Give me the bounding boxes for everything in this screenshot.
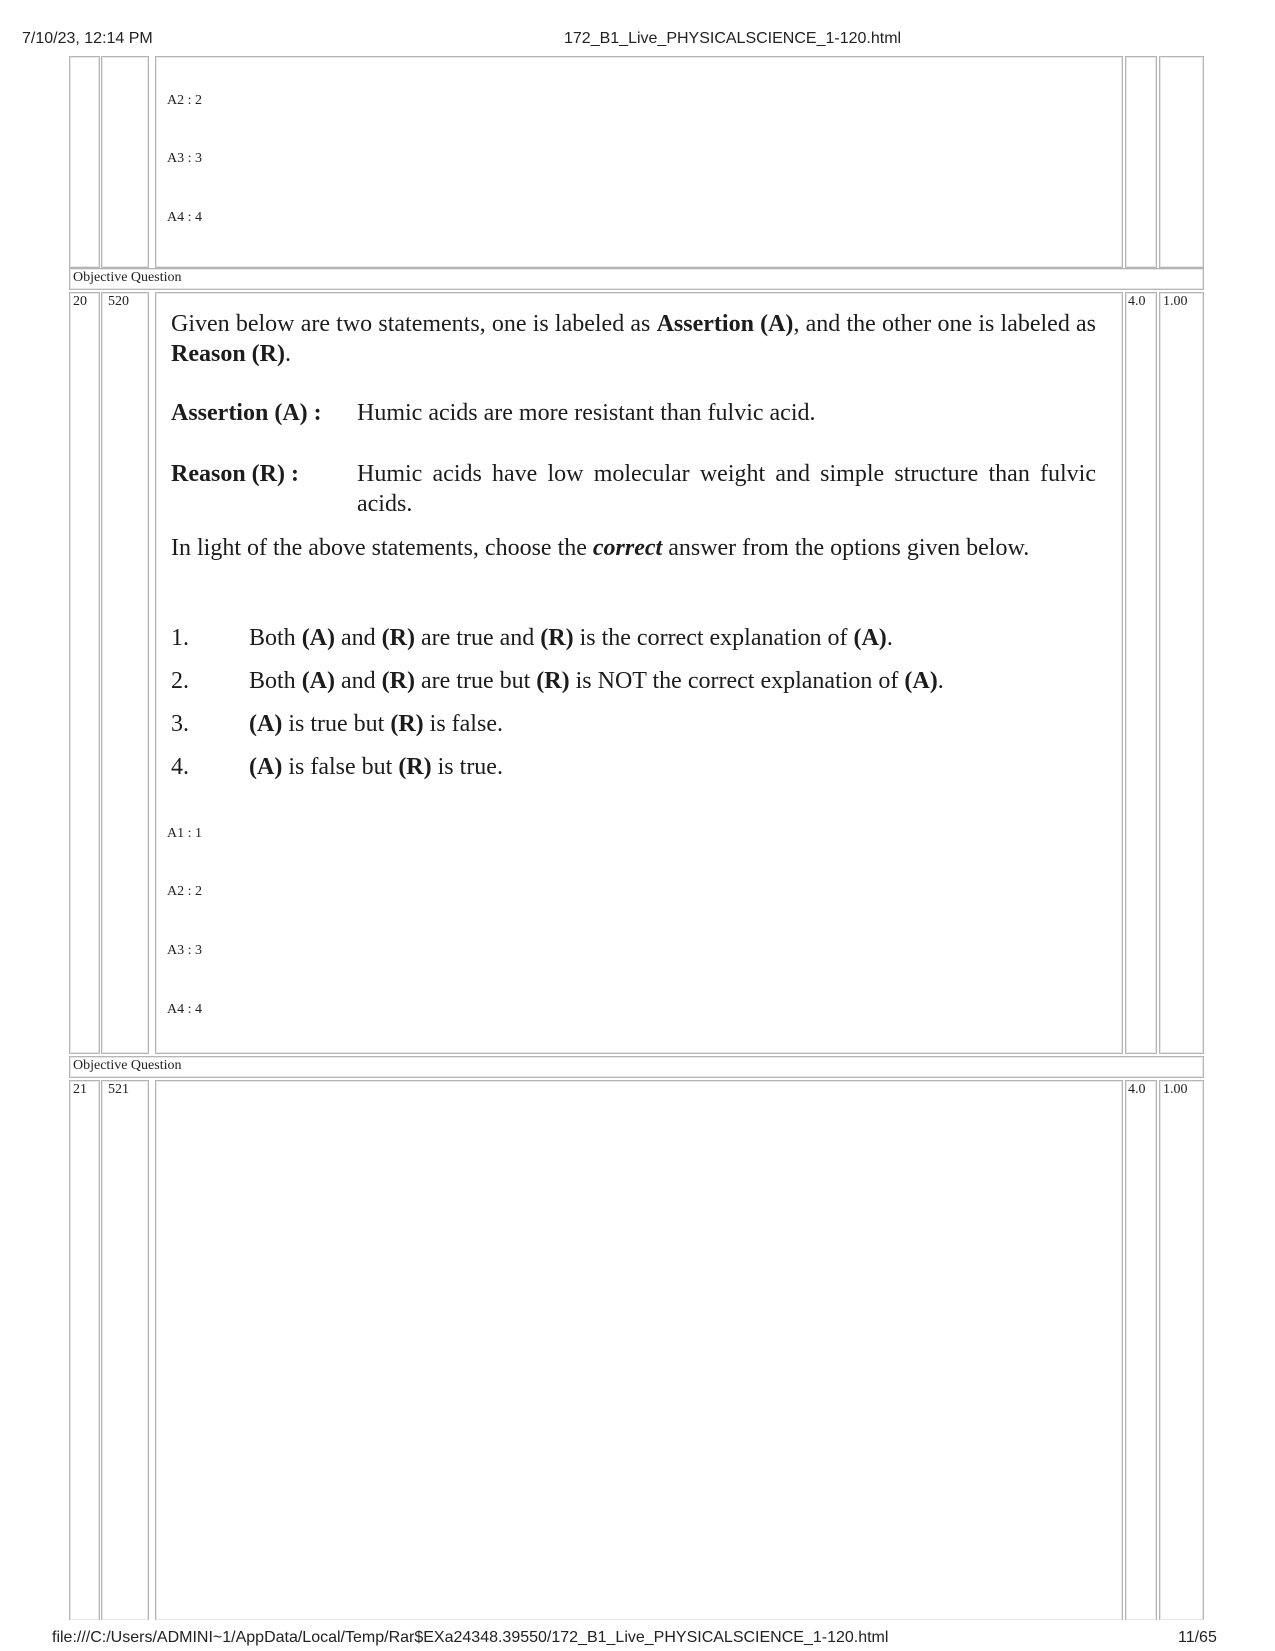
q20-marks: 4.0 xyxy=(1128,294,1146,309)
q20-option-2-part: is NOT the correct explanation of xyxy=(569,668,905,694)
q20-intro xyxy=(171,309,1096,369)
q20-option-3-part: is true but xyxy=(282,711,391,737)
prev-answer-3: A3 : 3 xyxy=(167,151,202,166)
q20-option-3-text xyxy=(249,711,503,738)
q20-option-3-bold: (A) xyxy=(249,711,283,737)
q21-question-cell xyxy=(155,1080,1123,1620)
q21-marks-cell xyxy=(1125,1080,1157,1620)
q20-reason-label xyxy=(171,459,299,489)
q20-reason-text: Humic acids have low molecular weight and simple structure than fulvic acids. xyxy=(357,461,1096,517)
q20-intro-text-3: . xyxy=(285,341,291,367)
q20-intro-reason: Reason (R) xyxy=(171,341,285,367)
q20-type-label: Objective Question xyxy=(73,270,182,285)
q20-answer-2: A2 : 2 xyxy=(167,884,202,899)
q21-marks: 4.0 xyxy=(1128,1082,1146,1097)
q20-type-row xyxy=(69,268,1204,290)
q21-serial-cell xyxy=(69,1080,100,1620)
q20-option-2-part: are true but xyxy=(415,668,537,694)
q20-option-1-bold: (R) xyxy=(381,625,415,651)
q20-intro-text-1: Given below are two statements, one is labeled as xyxy=(171,311,657,337)
q20-option-4-part: is true. xyxy=(431,754,503,780)
q20-negative-cell xyxy=(1159,292,1204,1054)
q20-marks-cell xyxy=(1125,292,1157,1054)
prev-answer-2: A2 : 2 xyxy=(167,93,202,108)
prev-id-cell xyxy=(101,56,149,268)
q21-type-row xyxy=(69,1056,1204,1078)
q20-option-2-bold: (A) xyxy=(904,668,938,694)
q20-assertion-text: Humic acids are more resistant than fulvic acid. xyxy=(357,400,816,426)
print-page-number: 11/65 xyxy=(1178,1629,1217,1646)
q20-option-4-number: 4. xyxy=(171,754,189,780)
q20-option-1-bold: (A) xyxy=(853,625,887,651)
q20-option-3-part: is false. xyxy=(423,711,503,737)
q20-option-2-part: Both xyxy=(249,668,302,694)
q20-option-3-bold: (R) xyxy=(390,711,424,737)
q21-serial: 21 xyxy=(73,1082,87,1097)
q20-option-2-bold: (A) xyxy=(301,668,336,694)
q20-option-1-number: 1. xyxy=(171,625,189,651)
q20-reason-label-text: Reason (R) : xyxy=(171,461,299,487)
q20-option-3-number: 3. xyxy=(171,711,189,737)
q20-option-2-number: 2. xyxy=(171,668,189,694)
q20-option-2-bold: (R) xyxy=(381,668,415,694)
q20-serial-cell xyxy=(69,292,100,1054)
q20-instruction-text-2: answer from the options given below. xyxy=(662,535,1030,561)
prev-serial-cell xyxy=(69,56,100,268)
q20-option-2-part: and xyxy=(335,668,382,694)
q20-option-2-bold: (R) xyxy=(536,668,570,694)
q21-type-label: Objective Question xyxy=(73,1058,182,1073)
q20-option-4-bold: (A) xyxy=(249,754,283,780)
q20-instruction-emphasis: correct xyxy=(592,535,663,561)
q20-answer-1: A1 : 1 xyxy=(167,826,202,841)
q20-option-4-bold: (R) xyxy=(398,754,432,780)
q21-id: 521 xyxy=(108,1082,129,1097)
q20-option-1-bold: (R) xyxy=(540,625,574,651)
print-title: 172_B1_Live_PHYSICALSCIENCE_1-120.html xyxy=(564,30,902,47)
q20-option-1-part: is the correct explanation of xyxy=(573,625,854,651)
q20-assertion-label xyxy=(171,398,322,428)
q20-id-cell xyxy=(101,292,149,1054)
prev-answer-4: A4 : 4 xyxy=(167,210,202,225)
q20-option-1-part: . xyxy=(886,625,893,651)
q20-answer-3: A3 : 3 xyxy=(167,943,202,958)
q20-answer-4: A4 : 4 xyxy=(167,1002,202,1017)
q20-option-2-text xyxy=(249,668,944,695)
q20-negative: 1.00 xyxy=(1163,294,1188,309)
q20-assertion-label-text: Assertion (A) : xyxy=(171,400,322,426)
prev-negative-cell xyxy=(1159,56,1204,268)
q21-negative-cell xyxy=(1159,1080,1204,1620)
q20-option-4-text xyxy=(249,754,503,781)
q20-option-1-text xyxy=(249,625,893,652)
q20-instruction xyxy=(171,533,1096,563)
prev-question-cell xyxy=(155,56,1123,268)
print-file-path: file:///C:/Users/ADMINI~1/AppData/Local/Temp/Rar$EXa24348.39550/172_B1_Live_PHYSICALSCIENCE_1-120.html xyxy=(52,1629,889,1646)
q21-id-cell xyxy=(101,1080,149,1620)
print-timestamp: 7/10/23, 12:14 PM xyxy=(22,30,153,47)
q20-option-2-part: . xyxy=(937,668,944,694)
q21-negative: 1.00 xyxy=(1163,1082,1188,1097)
q20-instruction-text-1: In light of the above statements, choose the xyxy=(171,535,593,561)
q20-serial: 20 xyxy=(73,294,87,309)
prev-marks-cell xyxy=(1125,56,1157,268)
q20-intro-text-2: , and the other one is labeled as xyxy=(793,311,1097,337)
q20-option-1-part: Both xyxy=(249,625,302,651)
q20-option-1-part: and xyxy=(335,625,382,651)
q20-id: 520 xyxy=(108,294,129,309)
q20-intro-assertion: Assertion (A) xyxy=(656,311,794,337)
q20-option-4-part: is false but xyxy=(282,754,399,780)
q20-option-1-bold: (A) xyxy=(301,625,336,651)
q20-option-1-part: are true and xyxy=(415,625,541,651)
